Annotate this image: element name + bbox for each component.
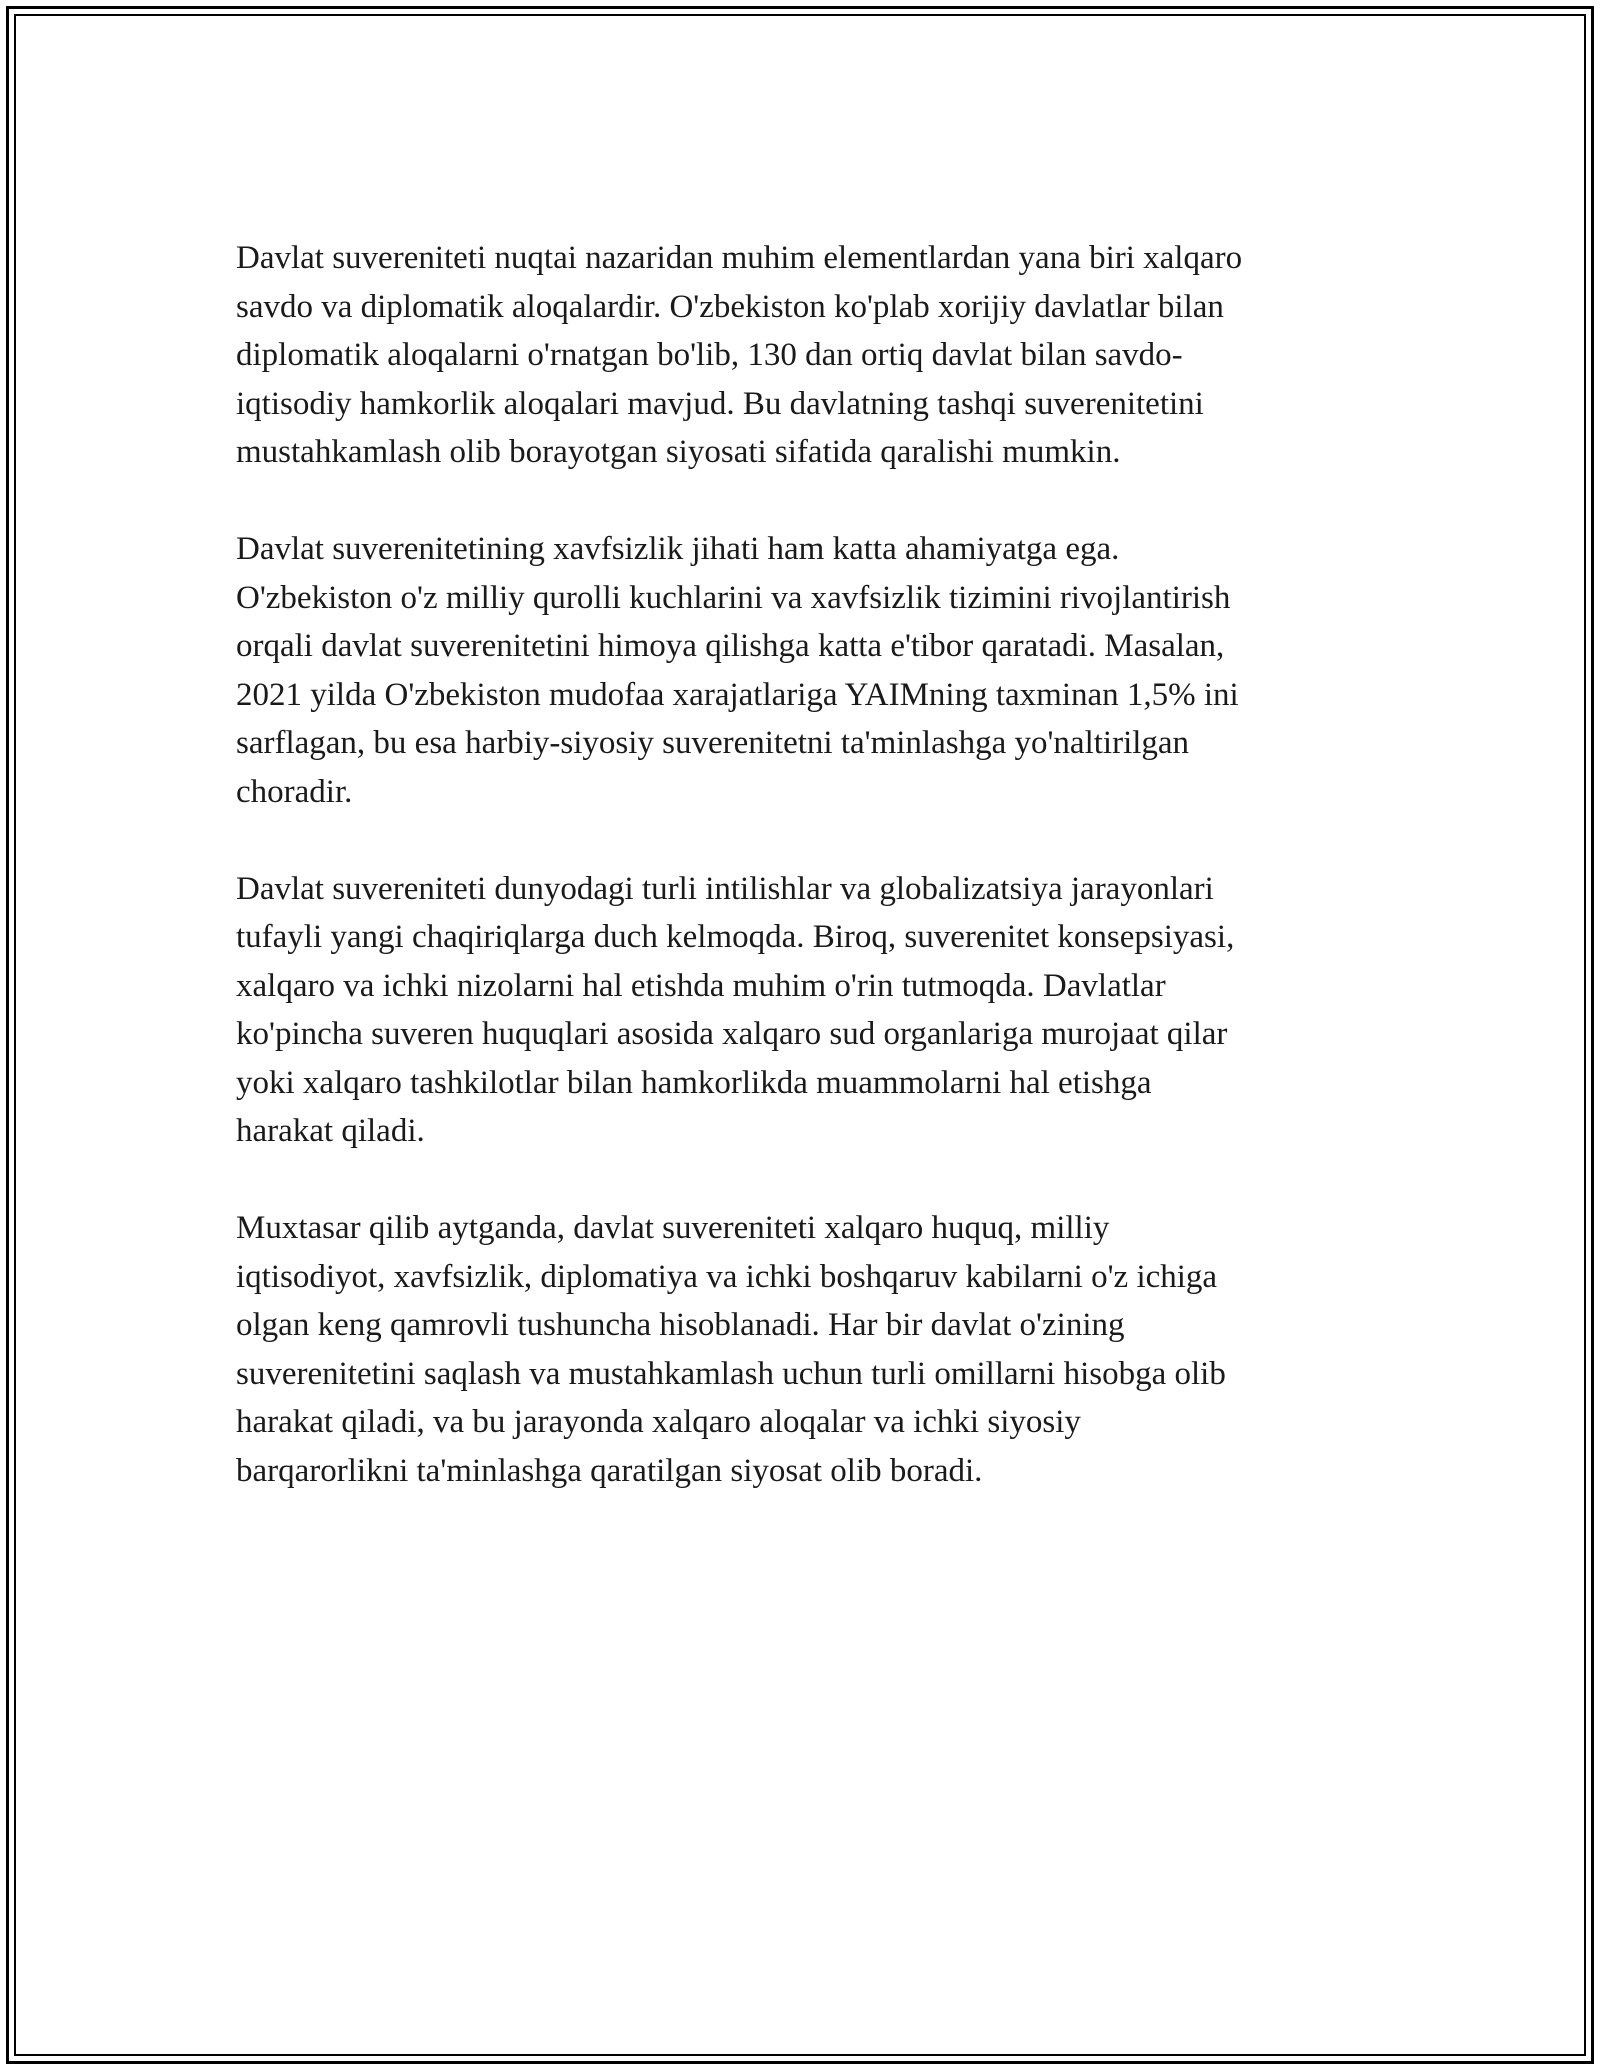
document-body [236, 234, 1364, 1544]
paragraph-3: Davlat suvereniteti dunyodagi turli intilishlar va globalizatsiya jarayonlari tufayli yangi chaqiriqlarga duch kelmoqda. Biroq, suverenitet konsepsiyasi, xalqaro va ichki nizolarni hal etishda muhim o'rin tutmoqda. Davlatlar ko'pincha suveren huquqlari asosida xalqaro sud organlariga murojaat qilar yoki xalqaro tashkilotlar bilan hamkorlikda muammolarni hal etishga harakat qiladi. [236, 870, 1235, 1149]
paragraph-1: Davlat suvereniteti nuqtai nazaridan muhim elementlardan yana biri xalqaro savdo va diplomatik aloqalardir. O'zbekiston ko'plab xorijiy davlatlar bilan diplomatik aloqalarni o'rnatgan bo'lib, 130 dan ortiq davlat bilan savdo- iqtisodiy hamkorlik aloqalari mavjud. Bu davlatning tashqi suverenitetini mustahkamlash olib borayotgan siyosati sifatida qaralishi mumkin. [236, 240, 1243, 470]
paragraph-2: Davlat suverenitetining xavfsizlik jihati ham katta ahamiyatga ega. O'zbekiston o'z milliy qurolli kuchlarini va xavfsizlik tizimini rivojlantirish orqali davlat suverenitetini himoya qilishga katta e'tibor qaratadi. Masalan, 2021 yilda O'zbekiston mudofaa xarajatlariga YAIMning taxminan 1,5% ini sarflagan, bu esa harbiy-siyosiy suverenitetni ta'minlashga yo'naltirilgan choradir. [236, 531, 1239, 810]
paragraph-4: Muxtasar qilib aytganda, davlat suvereniteti xalqaro huquq, milliy iqtisodiyot, xavfsizlik, diplomatiya va ichki boshqaruv kabilarni o'z ichiga olgan keng qamrovli tushuncha hisoblanadi. Har bir davlat o'zining suverenitetini saqlash va mustahkamlash uchun turli omillarni hisobga olib harakat qiladi, va bu jarayonda xalqaro aloqalar va ichki siyosiy barqarorlikni ta'minlashga qaratilgan siyosat olib boradi. [236, 1210, 1226, 1489]
